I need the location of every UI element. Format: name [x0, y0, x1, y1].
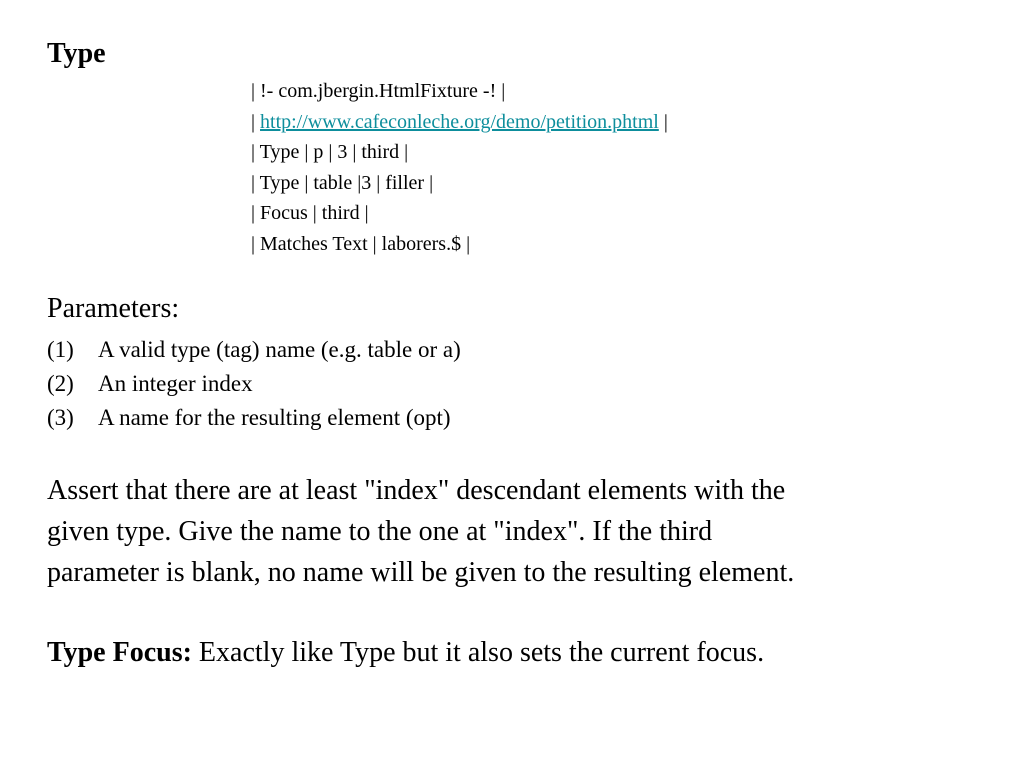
parameter-item	[47, 333, 461, 367]
parameter-number: (2)	[47, 371, 74, 396]
code-line-3: | Type | p | 3 | third |	[251, 141, 409, 163]
parameters-list	[47, 333, 461, 435]
parameter-item	[47, 367, 461, 401]
code-line-6: | Matches Text | laborers.$ |	[251, 232, 471, 255]
code-line-2-suffix: |	[658, 110, 668, 133]
description-line-2: given type. Give the name to the one at "index". If the third	[47, 516, 713, 547]
parameter-text: An integer index	[98, 371, 253, 396]
parameter-number: (1)	[47, 337, 74, 362]
type-focus-text: Exactly like Type but it also sets the current focus.	[191, 637, 765, 668]
petition-url-link[interactable]: http://www.cafeconleche.org/demo/petition.phtml	[260, 110, 659, 133]
code-line-5: | Focus | third |	[251, 202, 369, 224]
description-paragraph	[47, 470, 987, 593]
parameters-title: Parameters:	[47, 293, 180, 324]
fixture-table-example	[251, 76, 668, 259]
code-line-2	[251, 107, 668, 138]
parameter-number: (3)	[47, 405, 74, 430]
parameter-text: A name for the resulting element (opt)	[98, 405, 451, 430]
slide-heading: Type	[47, 38, 106, 69]
parameter-text: A valid type (tag) name (e.g. table or a)	[98, 337, 461, 362]
code-line-1: | !- com.jbergin.HtmlFixture -! |	[251, 80, 506, 102]
description-line-3: parameter is blank, no name will be given to the resulting element.	[47, 557, 795, 588]
type-focus-paragraph	[47, 632, 764, 673]
code-line-4: | Type | table |3 | filler |	[251, 171, 434, 194]
parameter-item	[47, 401, 461, 435]
description-line-1: Assert that there are at least "index" descendant elements with the	[47, 475, 786, 506]
type-focus-label: Type Focus:	[47, 637, 192, 668]
code-line-2-prefix: |	[251, 110, 261, 133]
